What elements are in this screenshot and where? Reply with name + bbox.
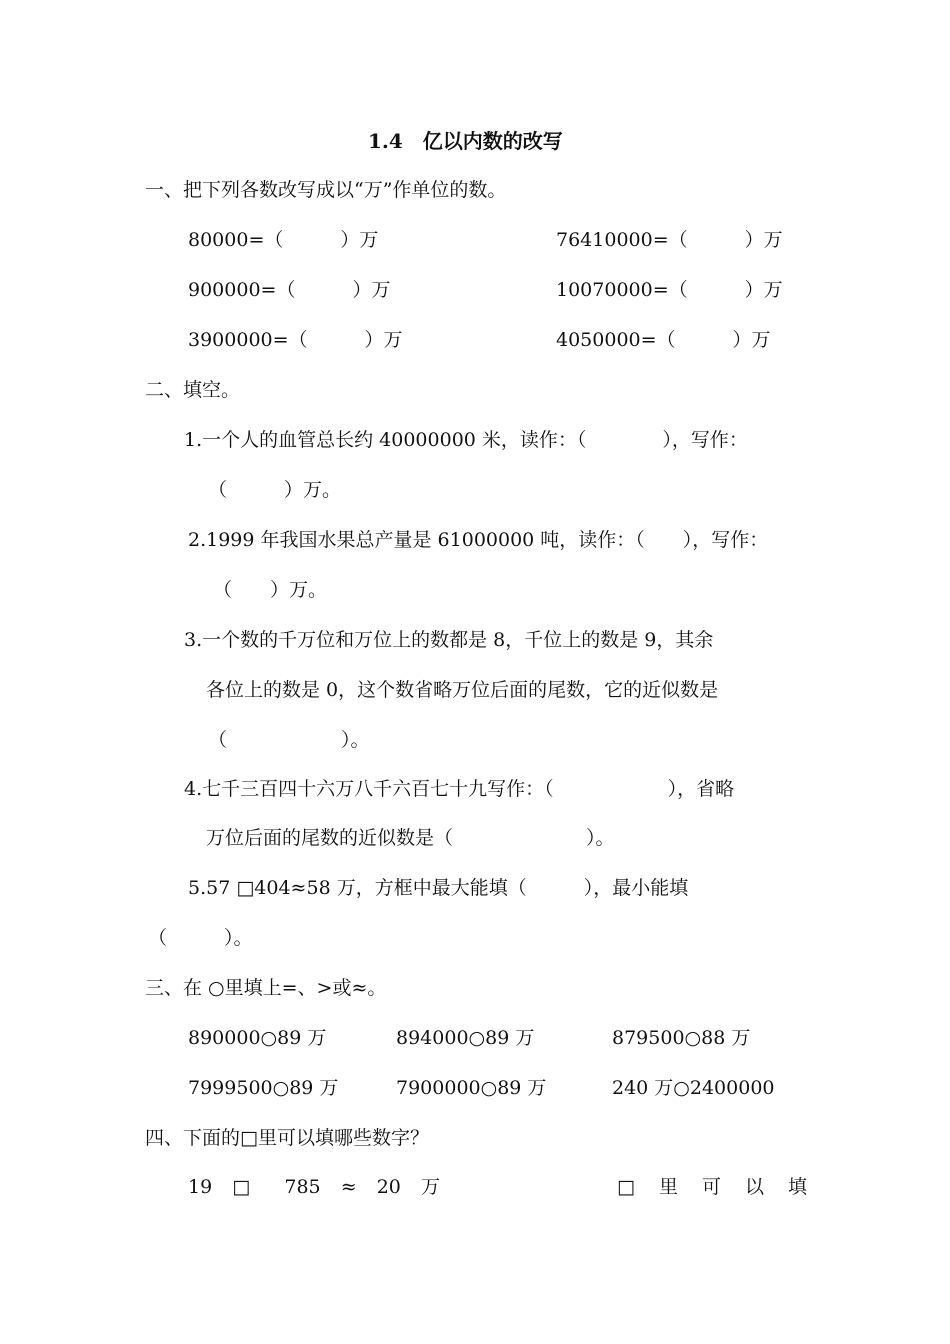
comparison-item: 894000○89 万	[396, 1027, 535, 1049]
fill-blank-line: 万位后面的尾数的近似数是（ ）。	[206, 827, 615, 849]
conversion-item: 76410000=（ ）万	[556, 229, 783, 251]
section-4-heading: 四、下面的□里可以填哪些数字？	[145, 1127, 429, 1149]
estimation-problem: 19 □ 785 ≈ 20 万	[188, 1176, 440, 1198]
fill-blank-line: （ ）。	[208, 729, 370, 751]
conversion-item: 900000=（ ）万	[188, 279, 391, 301]
section-1-heading: 一、把下列各数改写成以“万”作单位的数。	[145, 179, 507, 201]
fill-blank-line: 4.七千三百四十六万八千六百七十九写作：（ ），省略	[184, 778, 735, 800]
comparison-item: 890000○89 万	[188, 1027, 327, 1049]
conversion-item: 80000=（ ）万	[188, 229, 379, 251]
fill-blank-line: （ ）万。	[213, 579, 328, 601]
fill-blank-line: （ ）。	[148, 927, 253, 949]
section-3-heading: 三、在 ○里填上=、>或≈。	[145, 977, 387, 999]
comparison-item: 240 万○2400000	[612, 1077, 775, 1099]
estimation-answer-prompt: □ 里 可 以 填	[617, 1176, 807, 1198]
comparison-item: 7999500○89 万	[188, 1077, 339, 1099]
comparison-item: 879500○88 万	[612, 1027, 751, 1049]
fill-blank-line: （ ）万。	[208, 479, 342, 501]
fill-blank-line: 3.一个数的千万位和万位上的数都是 8，千位上的数是 9，其余	[184, 629, 714, 651]
fill-blank-line: 各位上的数是 0，这个数省略万位后面的尾数，它的近似数是	[206, 679, 719, 701]
conversion-item: 10070000=（ ）万	[556, 279, 783, 301]
conversion-item: 4050000=（ ）万	[556, 329, 771, 351]
conversion-item: 3900000=（ ）万	[188, 329, 403, 351]
fill-blank-line: 5.57 □404≈58 万，方框中最大能填（ ），最小能填	[188, 877, 689, 899]
comparison-item: 7900000○89 万	[396, 1077, 547, 1099]
fill-blank-line: 2.1999 年我国水果总产量是 61000000 吨，读作：（ ），写作：	[188, 529, 769, 551]
section-2-heading: 二、填空。	[145, 379, 241, 401]
page-title: 1.4 亿以内数的改写	[368, 129, 563, 153]
fill-blank-line: 1.一个人的血管总长约 40000000 米，读作：（ ），写作：	[184, 429, 748, 451]
